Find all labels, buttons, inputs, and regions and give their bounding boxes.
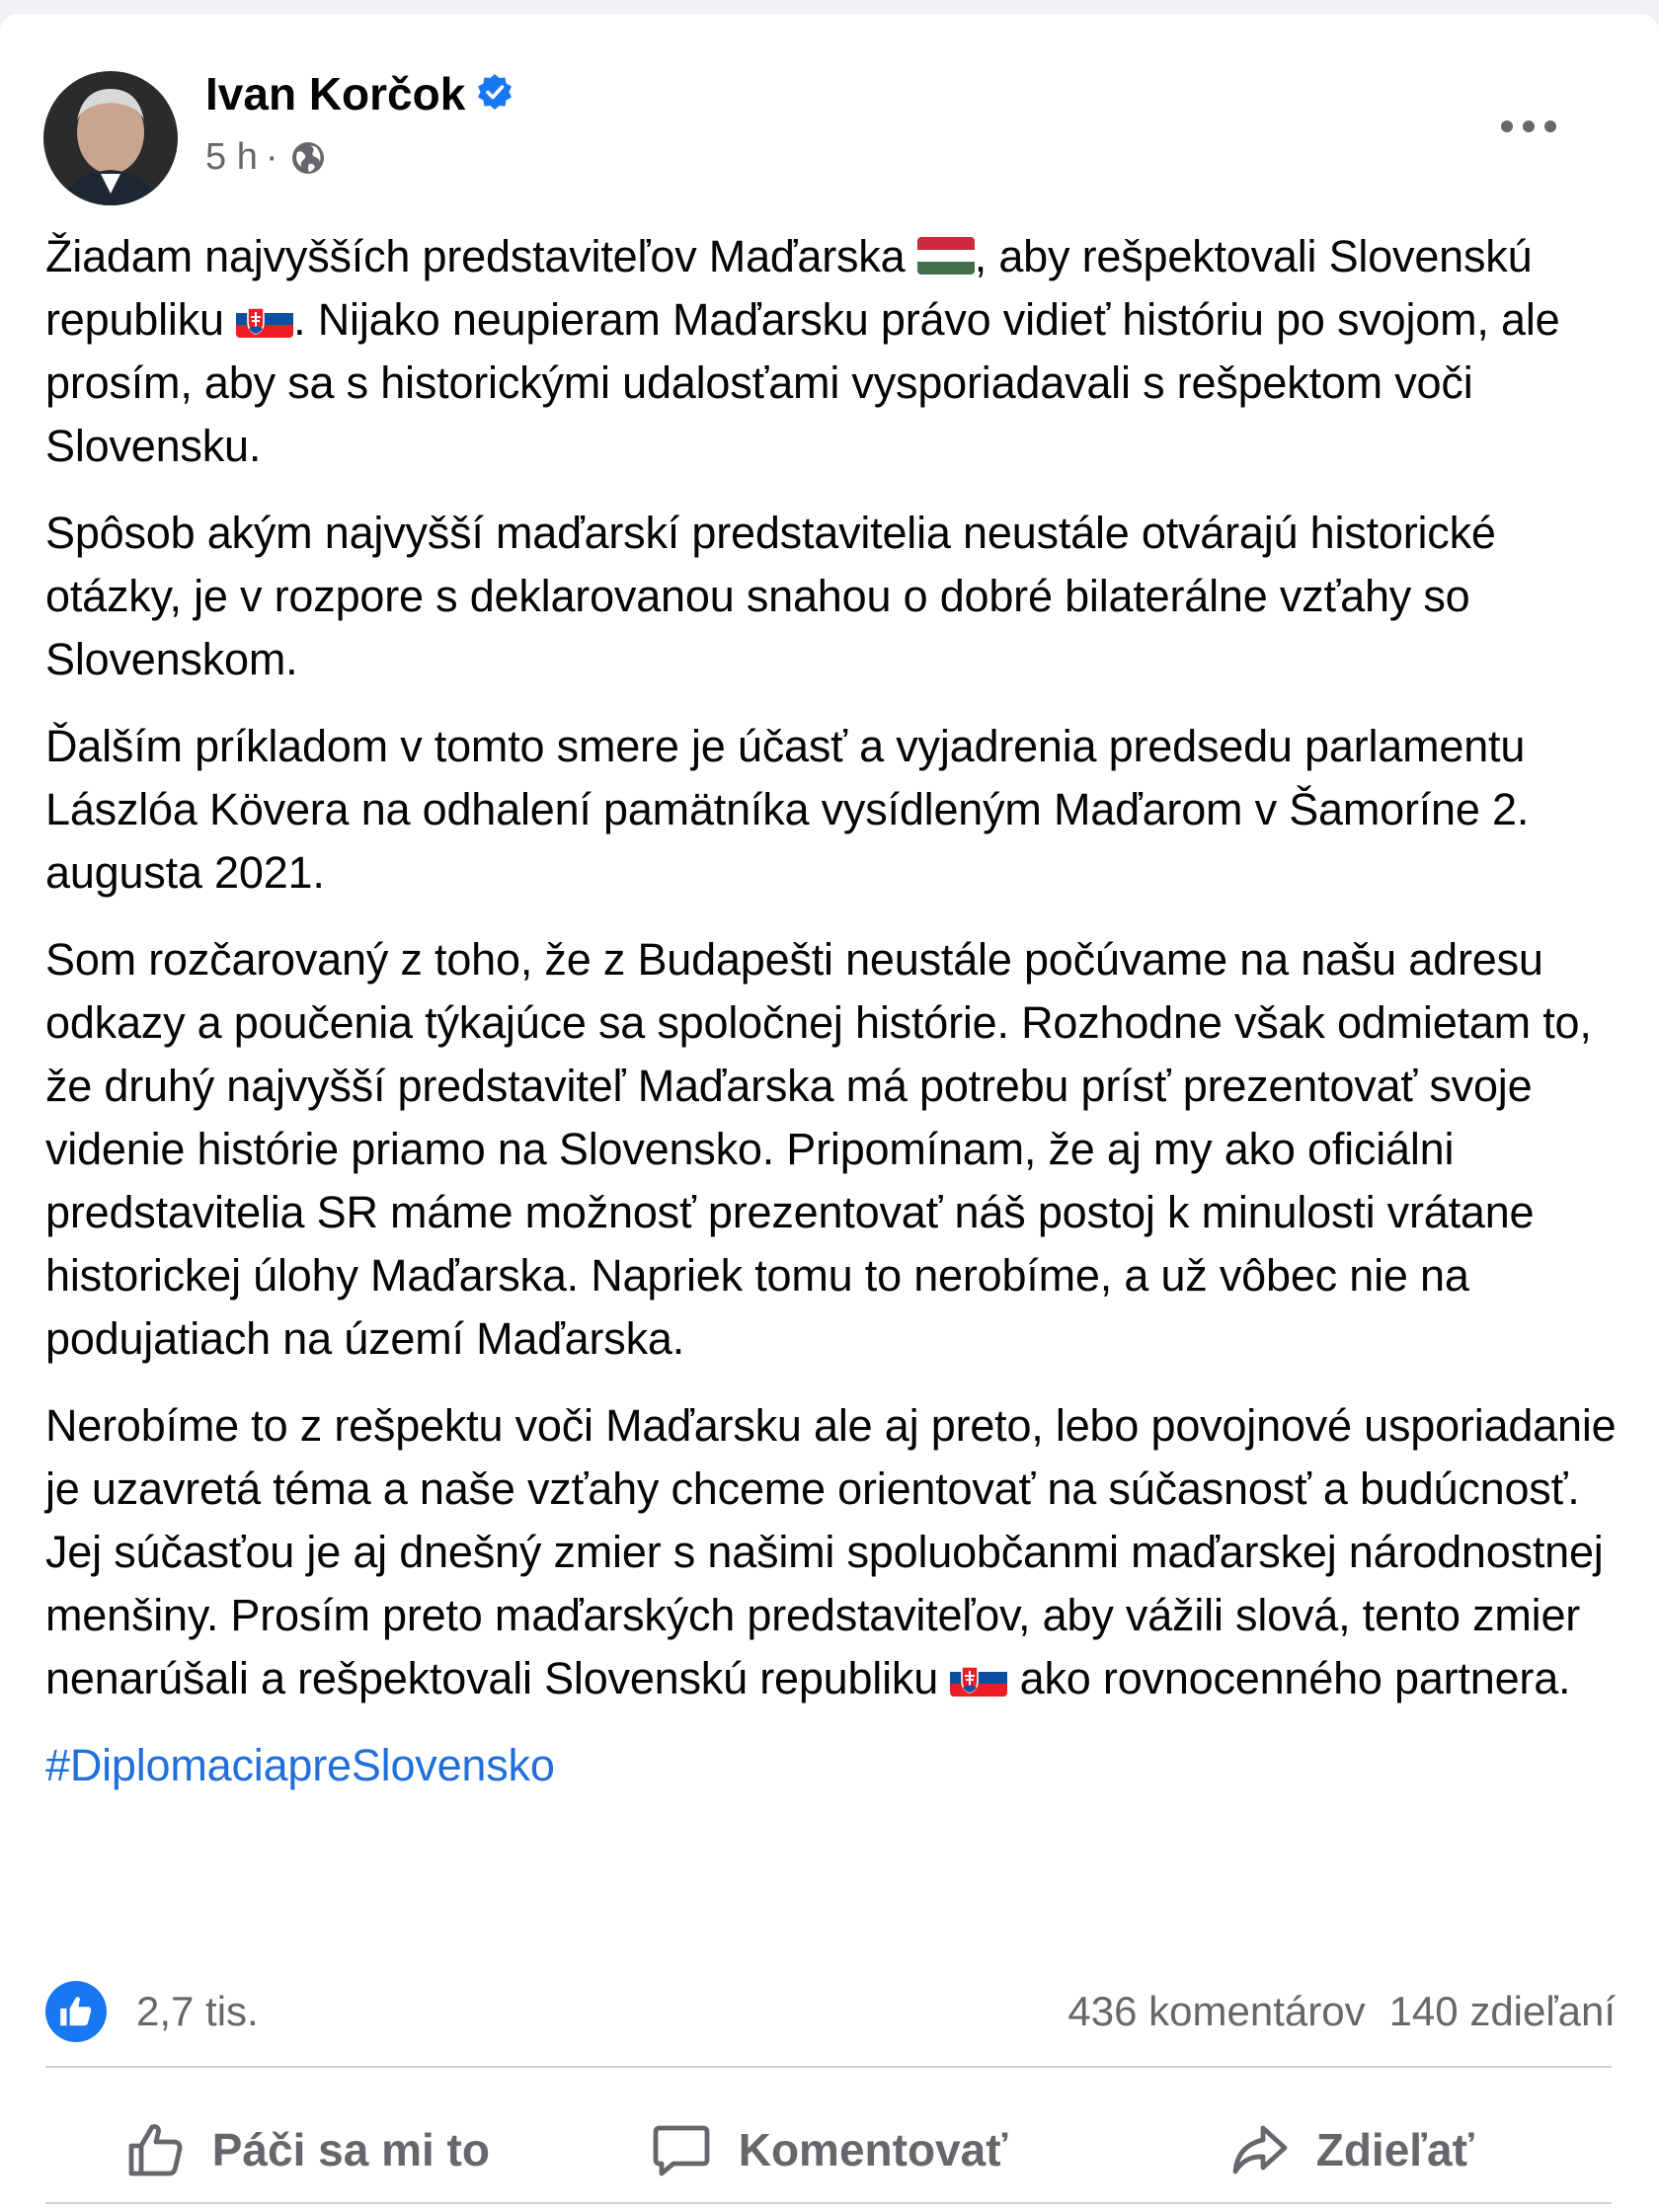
paragraph-2: Spôsob akým najvyšší maďarskí predstavitelia neustále otvárajú historické otázky, je v rozpore s deklarovanou snahou o dobré bilaterálne vzťahy so Slovenskom.: [45, 508, 1496, 684]
meta-separator: ·: [265, 136, 278, 178]
verified-badge-icon: [475, 72, 514, 112]
shares-count[interactable]: 140 zdieľaní: [1388, 1988, 1616, 2034]
paragraph-5: [45, 1394, 1625, 1710]
hashtag-link[interactable]: #DiplomaciapreSlovensko: [45, 1740, 555, 1790]
avatar-image: [43, 71, 178, 205]
paragraph-1-part-1: Žiadam najvyšších predstaviteľov Maďarska: [45, 231, 917, 281]
share-button[interactable]: [1089, 2095, 1612, 2204]
comment-icon: [650, 2118, 713, 2181]
like-icon: [123, 2118, 187, 2181]
hungary-flag-icon: [917, 237, 975, 275]
post-text: [45, 225, 1625, 1821]
author-name-text[interactable]: Ivan Korčok: [205, 68, 466, 119]
paragraph-5-part-1: Nerobíme to z rešpektu voči Maďarsku ale aj preto, lebo povojnové usporiadanie je uzavretá téma a naše vzťahy chceme orientovať na súčasnosť a budúcnosť. Jej súčasťou je aj dnešný zmier s našimi spoluobčanmi maďarskej národnostnej menšiny. Prosím preto maďarských predstaviteľov, aby vážili slová, tento zmier nenarúšali a rešpektovali Slovenskú republiku: [45, 1400, 1617, 1703]
reactions-bar: [45, 1979, 1616, 2044]
globe-icon: [289, 139, 327, 177]
post-meta: [205, 136, 327, 179]
slovakia-flag-icon: [950, 1659, 1007, 1697]
hashtag-line: [45, 1734, 1625, 1797]
comments-count[interactable]: 436 komentárov: [1067, 1988, 1366, 2034]
post-header: [43, 57, 1623, 196]
share-icon: [1227, 2118, 1291, 2181]
slovakia-flag-icon: [236, 300, 293, 338]
paragraph-1-part-3: . Nijako neupieram Maďarsku právo vidieť históriu po svojom, ale prosím, aby sa s historickými udalosťami vysporiadavali s rešpektom voči Slovensku.: [45, 294, 1560, 471]
paragraph-1-part-2: , aby rešpektovali Slovenskú republiku: [45, 231, 1533, 345]
comment-button[interactable]: [568, 2095, 1090, 2204]
paragraph-1: [45, 225, 1625, 478]
divider-bottom: [45, 2202, 1612, 2204]
thumbs-up-icon: [57, 1993, 95, 2030]
paragraph-3: Ďalším príkladom v tomto smere je účasť a vyjadrenia predsedu parlamentu Lászlóa Kövera na odhalení pamätníka vysídleným Maďarom v Šamoríne 2. augusta 2021.: [45, 721, 1530, 898]
likes-count[interactable]: 2,7 tis.: [136, 1988, 259, 2034]
divider-top: [45, 2066, 1612, 2068]
post-time[interactable]: 5 h: [205, 136, 258, 178]
like-button-label[interactable]: Páči sa mi to: [211, 2124, 490, 2175]
action-bar: [45, 2095, 1612, 2204]
share-button-label[interactable]: Zdieľať: [1315, 2124, 1474, 2175]
author-name[interactable]: [205, 67, 514, 120]
avatar[interactable]: [43, 71, 178, 205]
like-button[interactable]: [45, 2095, 568, 2204]
like-reaction-icon[interactable]: [45, 1981, 107, 2042]
more-options-icon[interactable]: [1489, 107, 1568, 146]
paragraph-5-part-2: ako rovnocenného partnera.: [1007, 1653, 1571, 1703]
post-card: [0, 14, 1659, 2212]
comment-button-label[interactable]: Komentovať: [738, 2124, 1008, 2175]
paragraph-4: Som rozčarovaný z toho, že z Budapešti neustále počúvame na našu adresu odkazy a poučenia týkajúce sa spoločnej histórie. Rozhodne však odmietam to, že druhý najvyšší predstaviteľ Maďarska má potrebu prísť prezentovať svoje videnie histórie priamo na Slovensko. Pripomínam, že aj my ako oficiálni predstavitelia SR máme možnosť prezentovať náš postoj k minulosti vrátane historickej úlohy Maďarska. Napriek tomu to nerobíme, a už vôbec nie na podujatiach na území Maďarska.: [45, 934, 1592, 1364]
